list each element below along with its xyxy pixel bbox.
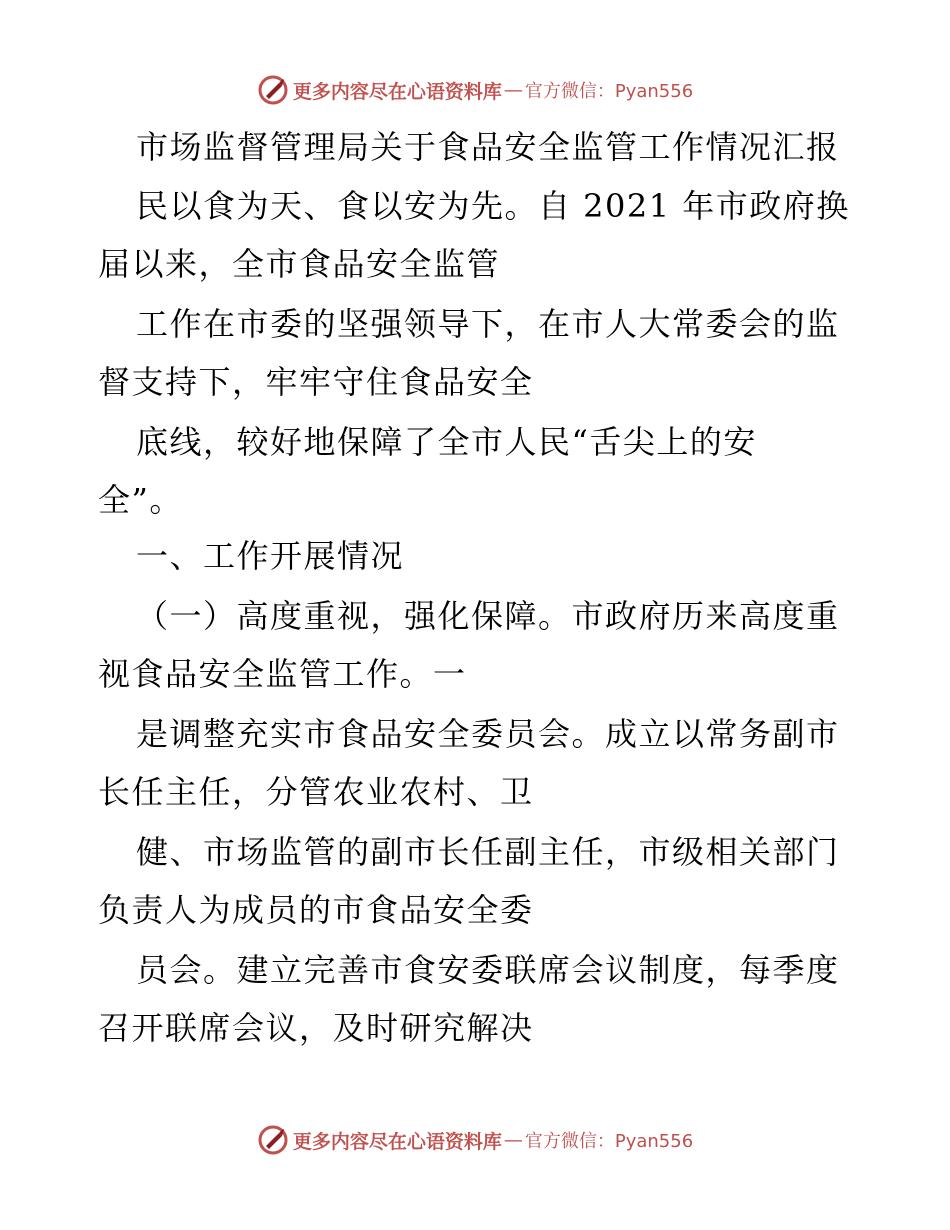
paragraph-line: 员会。建立完善市食安委联席会议制度，每季度 (136, 951, 840, 989)
watermark-main-text: 更多内容尽在心语资料库 (292, 1130, 502, 1153)
paragraph-line: 底线，较好地保障了全市人民“舌尖上的安 (136, 423, 757, 461)
paragraph-line: 督支持下，牢牢守住食品安全 (98, 363, 534, 401)
paragraph-line: 全”。 (98, 481, 183, 519)
paragraph-line: 民以食为天、食以安为先。自 2021 年市政府换 (136, 187, 850, 225)
paragraph-line: 工作在市委的坚强领导下，在市人大常委会的监 (136, 305, 840, 343)
paragraph-line: 是调整充实市食品安全委员会。成立以常务副市 (136, 715, 840, 753)
section-heading: 一、工作开展情况 (136, 537, 405, 575)
watermark-wechat-text: 官方微信：Pyan556 (524, 81, 694, 102)
paragraph-line: 届以来，全市食品安全监管 (98, 245, 501, 283)
paragraph-line: （一）高度重视，强化保障。市政府历来高度重 (136, 597, 840, 635)
watermark-main-text: 更多内容尽在心语资料库 (292, 80, 502, 103)
watermark-wechat-text: 官方微信：Pyan556 (524, 1131, 694, 1152)
paragraph-line: 视食品安全监管工作。一 (98, 655, 467, 693)
paragraph-line: 负责人为成员的市食品安全委 (98, 891, 534, 929)
paragraph-line: 长任主任，分管农业农村、卫 (98, 773, 534, 811)
document-title: 市场监督管理局关于食品安全监管工作情况汇报 (136, 128, 840, 166)
watermark-separator: — (503, 1129, 523, 1151)
watermark-separator: — (503, 79, 523, 101)
paragraph-line: 健、市场监管的副市长任副主任，市级相关部门 (136, 833, 840, 871)
logo-icon (257, 1124, 289, 1156)
watermark-footer (0, 1122, 950, 1158)
paragraph-line: 召开联席会议，及时研究解决 (98, 1009, 534, 1047)
